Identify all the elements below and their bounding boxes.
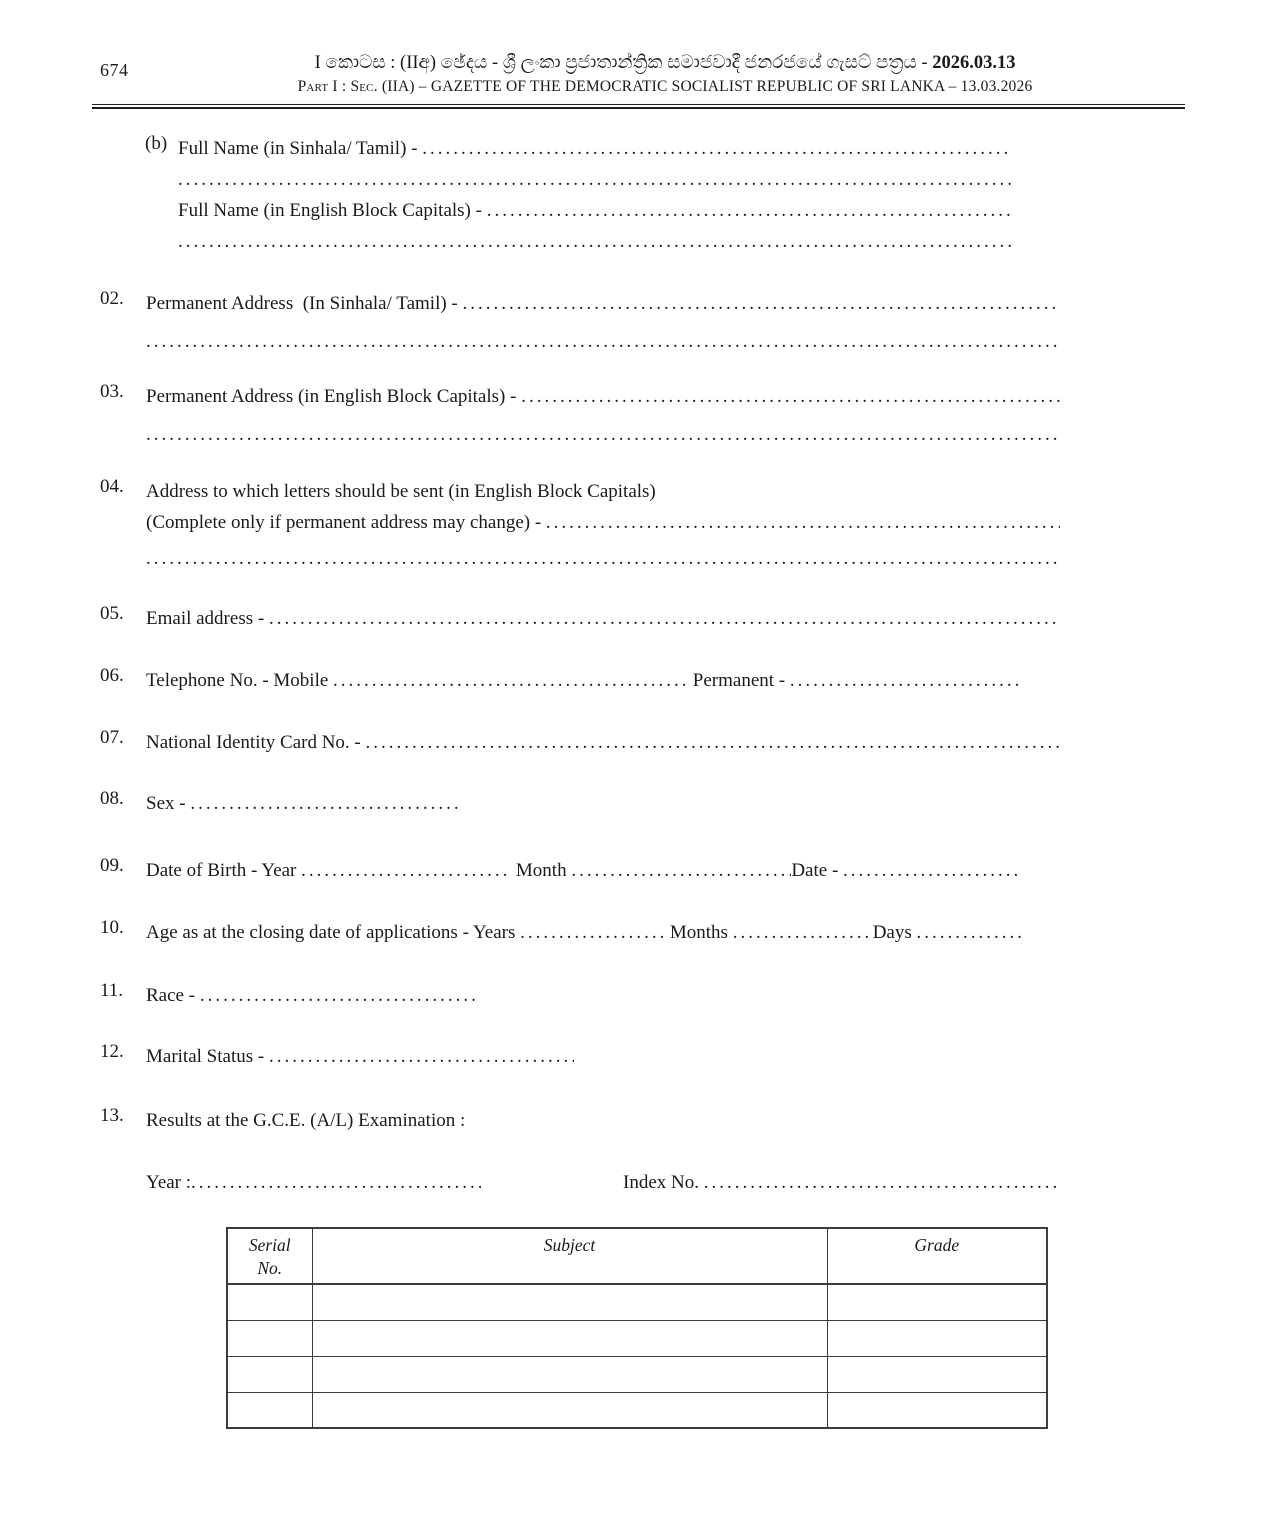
full-name-sinhala-field-cont (178, 164, 1012, 195)
form-item-05-email (100, 603, 1060, 634)
form-item-13-gce-results (100, 1105, 1060, 1429)
table-cell-grade (827, 1284, 1047, 1320)
nic-label: National Identity Card No. - (146, 732, 366, 753)
telephone-permanent-field (790, 665, 1020, 696)
item-number: 13. (100, 1105, 124, 1126)
age-years-label: Age as at the closing date of applications - Years (146, 922, 521, 943)
form-item-08-sex (100, 788, 1060, 819)
gce-results-table (226, 1227, 1048, 1429)
email-label: Email address - (146, 608, 269, 629)
item-number: 03. (100, 381, 124, 402)
sex-label: Sex - (146, 793, 191, 814)
marital-status-label: Marital Status - (146, 1046, 269, 1067)
telephone-mobile-label: Telephone No. - Mobile (146, 670, 334, 691)
application-form (0, 109, 1275, 1429)
dob-year-label: Date of Birth - Year (146, 860, 302, 881)
form-item-03-permanent-address-english (100, 381, 1060, 450)
item-number: 11. (100, 980, 124, 1001)
age-days-field (917, 917, 1022, 948)
table-row (227, 1392, 1047, 1428)
item-number: 04. (100, 476, 124, 497)
form-item-02-permanent-address-sinhala (100, 288, 1060, 357)
race-field (200, 980, 480, 1011)
table-cell-serial (227, 1392, 312, 1428)
permanent-address-sinhala-field-cont (146, 326, 1060, 357)
nic-field (366, 727, 1060, 758)
dob-year-field (301, 855, 511, 886)
serial-no-header-text: Serial No. (248, 1235, 291, 1278)
letters-address-label: Address to which letters should be sent (in English Block Capitals) (146, 481, 656, 502)
full-name-english-field-cont (178, 226, 1012, 257)
table-cell-serial (227, 1356, 312, 1392)
table-cell-subject (312, 1392, 827, 1428)
age-days-label: Days (872, 922, 917, 943)
index-no-field (704, 1167, 1060, 1198)
gce-results-label: Results at the G.C.E. (A/L) Examination : (146, 1110, 466, 1131)
letters-address-field-cont (146, 543, 1060, 574)
item-b-marker: (b) (145, 133, 168, 154)
table-cell-subject (312, 1320, 827, 1356)
telephone-permanent-label: Permanent - (688, 670, 790, 691)
col-header-subject: Subject (312, 1228, 827, 1284)
marital-status-field (269, 1041, 574, 1072)
form-item-04-letters-address (100, 476, 1060, 574)
form-item-07-nic (100, 727, 1060, 758)
form-item-10-age (100, 917, 1060, 948)
table-cell-grade (827, 1320, 1047, 1356)
table-row (227, 1284, 1047, 1320)
index-no-label: Index No. (623, 1172, 704, 1193)
full-name-sinhala-label: Full Name (in Sinhala/ Tamil) - (178, 138, 423, 159)
page-number: 674 (100, 60, 129, 80)
header-date-sinhala: 2026.03.13 (932, 53, 1016, 73)
form-item-09-date-of-birth (100, 855, 1060, 886)
dob-month-field (571, 855, 791, 886)
table-row (227, 1356, 1047, 1392)
full-name-english-field (487, 195, 1012, 226)
item-number: 02. (100, 288, 124, 309)
header-title-sinhala-text: I කොටස : (IIඅ) ඡේදය - ශ්‍රී ලංකා ප්‍රජාතාන්ත්‍රික සමාජවාදී ජනරජයේ ගැසට් පත්‍රය - (314, 53, 928, 73)
letters-address-note-label: (Complete only if permanent address may change) - (146, 512, 546, 533)
dob-month-label: Month (511, 860, 572, 881)
table-cell-serial (227, 1284, 312, 1320)
form-item-b-full-name (145, 133, 1060, 257)
item-number: 08. (100, 788, 124, 809)
age-months-field (733, 917, 873, 948)
table-cell-serial (227, 1320, 312, 1356)
item-number: 05. (100, 603, 124, 624)
age-months-label: Months (665, 922, 733, 943)
full-name-english-label: Full Name (in English Block Capitals) - (178, 200, 487, 221)
table-cell-subject (312, 1284, 827, 1320)
item-number: 07. (100, 727, 124, 748)
exam-year-label: Year : (146, 1172, 192, 1193)
permanent-address-english-field (521, 381, 1060, 412)
table-cell-grade (827, 1392, 1047, 1428)
gazette-header (145, 50, 1185, 98)
col-header-serial-no (227, 1228, 312, 1284)
form-item-12-marital-status (100, 1041, 1060, 1072)
header-title-english: Part I : Sec. (IIA) – GAZETTE OF THE DEMOCRATIC SOCIALIST REPUBLIC OF SRI LANKA – 13.03.2026 (297, 78, 1033, 95)
item-number: 09. (100, 855, 124, 876)
item-number: 12. (100, 1041, 124, 1062)
dob-date-label: Date - (791, 860, 844, 881)
permanent-address-sinhala-label: Permanent Address (In Sinhala/ Tamil) - (146, 293, 463, 314)
header-title-sinhala (145, 50, 1185, 76)
telephone-mobile-field (333, 665, 688, 696)
permanent-address-english-field-cont (146, 419, 1060, 450)
exam-year-field (191, 1167, 481, 1198)
permanent-address-sinhala-field (463, 288, 1060, 319)
sex-field (190, 788, 460, 819)
form-item-06-telephone (100, 665, 1060, 696)
table-cell-grade (827, 1356, 1047, 1392)
form-item-11-race (100, 980, 1060, 1011)
permanent-address-english-label: Permanent Address (in English Block Capitals) - (146, 386, 522, 407)
email-field (269, 603, 1060, 634)
table-cell-subject (312, 1356, 827, 1392)
race-label: Race - (146, 985, 200, 1006)
item-number: 06. (100, 665, 124, 686)
dob-date-field (843, 855, 1018, 886)
table-header-row (227, 1228, 1047, 1284)
age-years-field (520, 917, 665, 948)
col-header-grade: Grade (827, 1228, 1047, 1284)
full-name-sinhala-field (422, 133, 1012, 164)
table-row (227, 1320, 1047, 1356)
item-number: 10. (100, 917, 124, 938)
letters-address-field (546, 507, 1060, 538)
